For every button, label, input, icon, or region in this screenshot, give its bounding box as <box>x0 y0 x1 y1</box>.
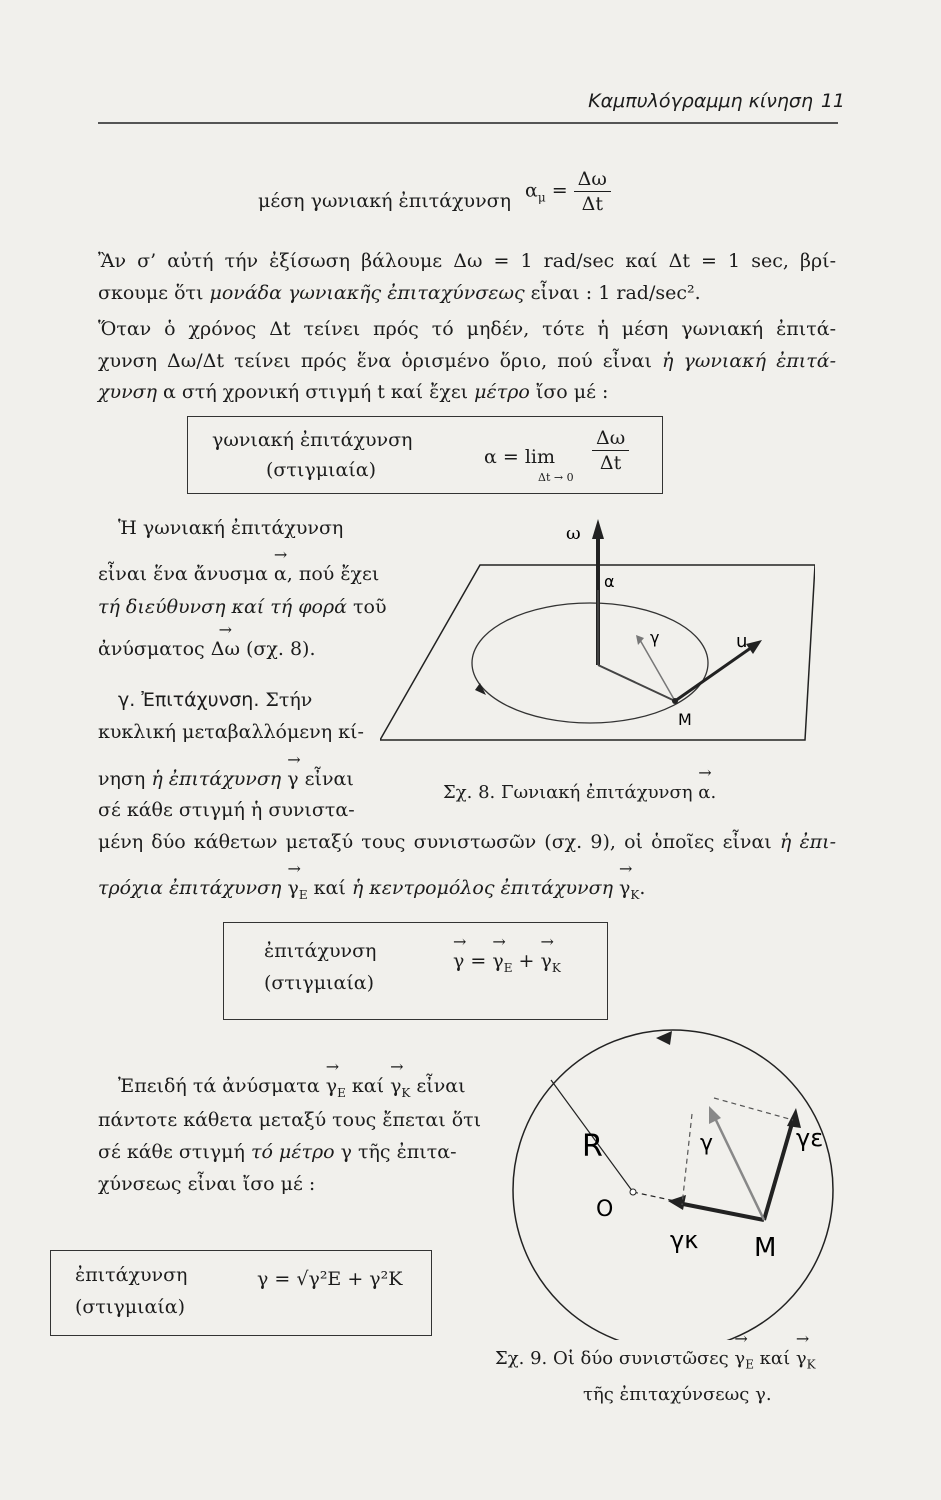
fig8-u-vector <box>675 645 755 701</box>
box2-sub-k: Κ <box>551 960 561 975</box>
para1-text-end: εἶναι : 1 rad/sec². <box>524 282 701 304</box>
fig9-label-gamma-k: γκ <box>670 1226 699 1254</box>
formula-den: Δt <box>581 193 603 215</box>
para4-sub-k: Κ <box>401 1085 411 1100</box>
fig9-label-r: R <box>582 1129 603 1164</box>
definition-box-acceleration <box>223 922 608 1020</box>
box3-label-1: ἐπιτάχυνση <box>75 1264 188 1286</box>
fig8-point-m <box>672 698 678 704</box>
para2-italic-3: μέτρο <box>474 381 530 403</box>
definition-box-magnitude <box>50 1250 432 1336</box>
para1-line2 <box>98 277 701 309</box>
formula-lhs-sub: μ <box>537 190 546 205</box>
section-g-line2: κυκλική μεταβαλλόμενη κί- <box>98 721 364 743</box>
box1-num: Δω <box>592 426 629 451</box>
page-number: 11 <box>820 90 845 112</box>
para4-sub-e: Ε <box>337 1085 346 1100</box>
para3-line3 <box>98 591 387 623</box>
fig8-label-alpha: α <box>604 572 615 591</box>
vector-alpha: → α <box>274 558 287 590</box>
fig9-label-m: M <box>754 1233 777 1263</box>
para2-line1: Ὅταν ὁ χρόνος Δt τείνει πρός τό μηδέν, τότε ἡ μέση γωνιακή ἐπιτά- <box>98 318 836 340</box>
fig9-gamma-k-vector <box>678 1203 764 1220</box>
box3-equation: γ = √γ²Ε + γ²Κ <box>257 1268 403 1290</box>
para4-line3 <box>98 1136 457 1168</box>
box2-equation <box>453 945 561 984</box>
section-italic-3: τρόχια ἐπιτάχυνση <box>98 877 282 899</box>
section-italic: ἡ ἐπιτάχυνση <box>151 768 282 790</box>
para4-gamma-k: → γ <box>390 1070 401 1102</box>
para4-text-4: σέ κάθε στιγμή <box>98 1141 251 1163</box>
fig9-point-o <box>630 1189 636 1195</box>
fig8-label-u: u <box>736 631 748 652</box>
para4-text-5: γ τῆς ἐπιτα- <box>334 1141 457 1163</box>
box2-label-2: (στιγμιαία) <box>264 972 375 994</box>
para1-text: σκουμε ὅτι <box>98 282 210 304</box>
section-heading: γ. Ἐπιτάχυνση. <box>118 689 260 711</box>
vector-gamma: → γ <box>287 763 298 795</box>
box1-fraction <box>592 426 629 475</box>
section-text-5: καί <box>307 877 352 899</box>
box2-label-1: ἐπιτάχυνση <box>264 940 377 962</box>
figure-8 <box>380 515 815 775</box>
formula-fraction <box>574 167 611 216</box>
box1-lim: α = lim <box>484 446 555 468</box>
section-text-4: μένη δύο κάθετων μεταξύ τους συνιστωσῶν (σχ. 9), οἱ ὁποῖες εἶναι <box>98 831 780 853</box>
fig8-radius <box>598 665 675 701</box>
para1-line1: Ἂν σ’ αὐτή τήν ἐξίσωση βάλουμε Δω = 1 rad/sec καί Δt = 1 sec, βρί- <box>98 250 836 272</box>
fig9-label-gamma: γ <box>700 1131 714 1156</box>
fig8-omega-arrowhead <box>592 519 604 539</box>
fig9-gamma-e-vector <box>764 1120 793 1220</box>
section-g-line3 <box>98 763 354 795</box>
section-g-line6 <box>98 872 645 911</box>
fig9-dashed-vert <box>682 1114 692 1205</box>
fig8-label-m: M <box>678 710 692 729</box>
fig8-label-omega: ω <box>566 523 581 544</box>
box2-gamma-e: → γ <box>492 945 503 977</box>
fig9-caption-text: Σχ. 9. Οἱ δύο συνιστῶσες <box>495 1348 735 1369</box>
formula-lhs: α <box>525 179 538 202</box>
fig9-caption-sub-k: Κ <box>806 1357 816 1372</box>
section-text-3: εἶναι <box>298 768 354 790</box>
fig9-caption-gamma-e: → γ <box>734 1348 745 1369</box>
para2-text: χυνση Δω/Δt τείνει πρός ἕνα ὁρισμένο ὅριο, πού εἶναι <box>98 350 663 372</box>
para3-text: εἶναι ἕνα ἄνυσμα <box>98 563 274 585</box>
fig8-caption-text: Σχ. 8. Γωνιακή ἐπιτάχυνση <box>443 782 699 803</box>
para4-text-3: εἶναι <box>410 1075 466 1097</box>
fig9-gamma-arrowhead <box>709 1106 721 1124</box>
para4-text-2: καί <box>345 1075 391 1097</box>
section-text-2: νηση <box>98 768 152 790</box>
fig8-label-gamma: γ <box>650 628 660 647</box>
fig9-caption-sub-e: Ε <box>745 1357 754 1372</box>
para3-line1: Ἡ γωνιακή ἐπιτάχυνση <box>118 517 344 539</box>
box3-label-2: (στιγμιαία) <box>75 1296 186 1318</box>
para3-line4 <box>98 633 316 665</box>
para3-text-end: , πού ἔχει <box>286 563 380 585</box>
mean-angular-acceleration-formula <box>525 167 611 216</box>
para4-text: Ἐπειδή τά ἀνύσματα <box>118 1075 326 1097</box>
para4-line2: πάντοτε κάθετα μεταξύ τους ἔπεται ὅτι <box>98 1109 482 1131</box>
box2-sub-e: Ε <box>503 960 513 975</box>
section-italic-2: ἡ ἐπι- <box>779 831 836 853</box>
formula-eq: = <box>551 179 568 202</box>
para2-line3 <box>98 376 608 408</box>
box2-gamma-k: → γ <box>540 945 551 977</box>
fig9-circle-arrow <box>656 1031 672 1045</box>
box2-gamma: → γ <box>453 945 464 977</box>
fig8-u-arrowhead <box>746 640 762 654</box>
para3-text-4: (σχ. 8). <box>239 638 316 660</box>
fig9-label-o: O <box>596 1197 614 1222</box>
running-header-title: Καμπυλόγραμμη κίνηση <box>588 90 813 112</box>
fig8-caption-vector: → α <box>698 782 710 803</box>
fig8-caption-end: . <box>710 782 717 803</box>
para2-text-3: ἴσο μέ : <box>529 381 609 403</box>
para3-text-2: τοῦ <box>346 596 387 618</box>
para3-line2 <box>98 558 379 590</box>
fig9-dashed-top <box>714 1098 793 1120</box>
box1-label-2: (στιγμιαία) <box>266 459 377 481</box>
figure-9-caption-line1 <box>495 1348 816 1372</box>
formula-num: Δω <box>574 167 611 192</box>
section-g-line4: σέ κάθε στιγμή ἡ συνιστα- <box>98 799 355 821</box>
section-g-line1 <box>118 684 312 716</box>
fig9-circle <box>513 1030 833 1340</box>
fig9-caption-text-2: καί <box>753 1348 796 1369</box>
box1-label-1: γωνιακή ἐπιτάχυνση <box>212 429 413 451</box>
section-g-line5 <box>98 826 836 858</box>
definition-box-angular <box>187 416 663 494</box>
vector-delta-omega: → Δω <box>211 633 240 665</box>
section-text-6: . <box>639 877 646 899</box>
para4-line4: χύνσεως εἶναι ἴσο μέ : <box>98 1173 316 1195</box>
vector-gamma-e: → γ <box>287 872 298 904</box>
mean-angular-acceleration-label: μέση γωνιακή ἐπιτάχυνση <box>258 190 512 212</box>
section-italic-4: ἡ κεντρομόλος ἐπιτάχυνση <box>351 877 613 899</box>
para2-text-2: α στή χρονική στιγμή t καί ἔχει <box>156 381 475 403</box>
para3-text-3: ἀνύσματος <box>98 638 211 660</box>
vector-gamma-k: → γ <box>619 872 630 904</box>
header-rule <box>98 122 838 124</box>
para2-italic: ἡ γωνιακή ἐπιτά- <box>662 350 836 372</box>
box2-plus: + <box>512 950 541 972</box>
fig9-label-gamma-e: γε <box>796 1124 824 1152</box>
para3-italic: τή διεύθυνση καί τή φορά <box>98 596 347 618</box>
para4-italic: τό μέτρο <box>250 1141 335 1163</box>
box1-den: Δt <box>599 452 622 474</box>
sub-e: Ε <box>298 887 308 902</box>
figure-9-caption-line2: τῆς ἐπιταχύνσεως γ. <box>583 1384 772 1405</box>
figure-9 <box>478 1020 838 1340</box>
box1-lim-sub: Δt → 0 <box>538 471 574 484</box>
sub-k: Κ <box>630 887 640 902</box>
fig8-circle <box>472 603 708 723</box>
box2-eq: = <box>464 950 493 972</box>
fig9-gamma-vector <box>714 1116 764 1220</box>
para2-italic-2: χυνση <box>98 381 157 403</box>
fig9-caption-gamma-k: → γ <box>796 1348 807 1369</box>
para4-gamma-e: → γ <box>326 1070 337 1102</box>
figure-8-caption <box>443 782 716 803</box>
section-text: Στήν <box>259 689 313 711</box>
para2-line2 <box>98 345 836 377</box>
para4-line1 <box>118 1070 466 1109</box>
para1-italic: μονάδα γωνιακῆς ἐπιταχύνσεως <box>209 282 525 304</box>
